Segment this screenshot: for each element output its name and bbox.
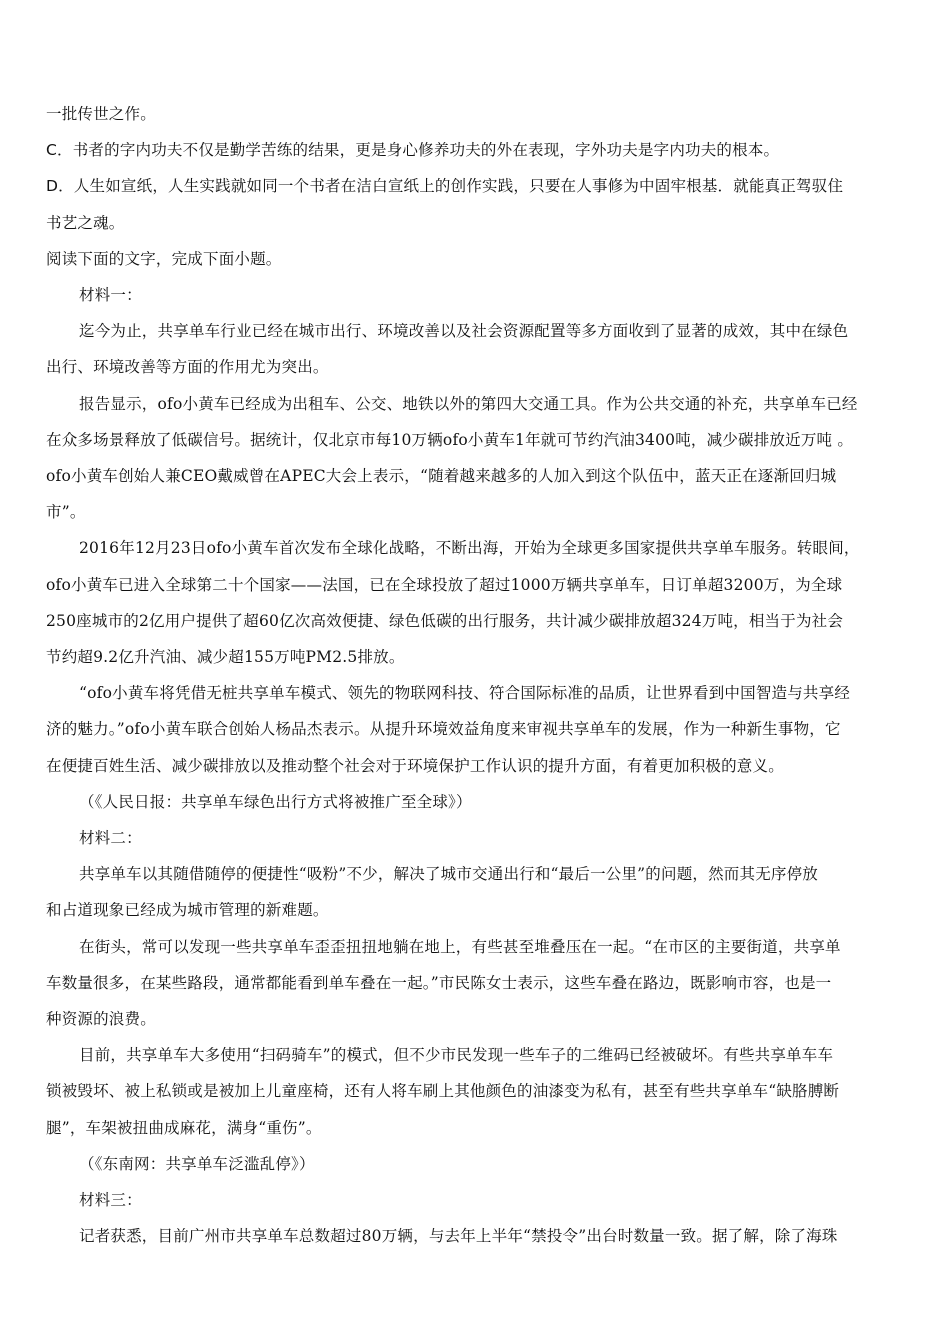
paragraph-line: 2016年12月23日ofo小黄车首次发布全球化战略，不断出海，开始为全球更多国家提供共享单车服务。转眼间，: [79, 539, 860, 558]
material-1-heading: 材料一：: [79, 286, 142, 305]
paragraph-line: 节约超9.2亿升汽油、减少超155万吨PM2.5排放。: [46, 648, 405, 667]
paragraph-line: 目前，共享单车大多使用“扫码骑车”的模式，但不少市民发现一些车子的二维码已经被破坏。有些共享单车车: [79, 1046, 834, 1065]
paragraph-line: 出行、环境改善等方面的作用尤为突出。: [46, 358, 329, 377]
text-line: 一批传世之作。: [46, 105, 156, 123]
material-2-heading: 材料二：: [79, 829, 142, 848]
paragraph-line: 在众多场景释放了低碳信号。据统计，仅北京市每10万辆ofo小黄车1年就可节约汽油3400吨，减少碳排放近万吨 。: [46, 430, 854, 449]
option-d-continued: 书艺之魂。: [46, 213, 125, 232]
paragraph-line: 车数量很多，在某些路段，通常都能看到单车叠在一起。”市民陈女士表示，这些车叠在路边，既影响市容，也是一: [46, 973, 832, 992]
option-c: C．书者的字内功夫不仅是勤学苦练的结果，更是身心修养功夫的外在表现，字外功夫是字内功夫的根本。: [46, 141, 780, 160]
paragraph-line: 锁被毁坏、被上私锁或是被加上儿童座椅，还有人将车刷上其他颜色的油漆变为私有，甚至有些共享单车“缺胳膊断: [46, 1082, 840, 1101]
paragraph-line: “ofo小黄车将凭借无桩共享单车模式、领先的物联网科技、符合国际标准的品质，让世界看到中国智造与共享经: [79, 684, 851, 703]
source-citation: （《东南网：共享单车泛滥乱停》）: [79, 1154, 315, 1173]
option-d: D．人生如宣纸，人生实践就如同一个书者在洁白宣纸上的创作实践，只要在人事修为中固牢根基．就能真正驾驭住: [46, 177, 844, 196]
paragraph-line: 济的魅力。”ofo小黄车联合创始人杨品杰表示。从提升环境效益角度来审视共享单车的发展，作为一种新生事物，它: [46, 720, 841, 739]
source-citation: （《人民日报：共享单车绿色出行方式将被推广至全球》）: [79, 792, 472, 811]
paragraph-line: 共享单车以其随借随停的便捷性“吸粉”不少，解决了城市交通出行和“最后一公里”的问题，然而其无序停放: [79, 865, 818, 884]
paragraph-line: 在便捷百姓生活、减少碳排放以及推动整个社会对于环境保护工作认识的提升方面，有着更加积极的意义。: [46, 756, 784, 775]
reading-instruction: 阅读下面的文字，完成下面小题。: [46, 249, 282, 268]
paragraph-line: ofo小黄车已进入全球第二十个国家——法国，已在全球投放了超过1000万辆共享单车，日订单超3200万，为全球: [46, 575, 843, 594]
paragraph-line: 种资源的浪费。: [46, 1010, 156, 1029]
paragraph-line: 记者获悉，目前广州市共享单车总数超过80万辆，与去年上半年“禁投令”出台时数量一致。据了解，除了海珠: [79, 1227, 838, 1246]
paragraph-line: 在街头，常可以发现一些共享单车歪歪扭扭地躺在地上，有些甚至堆叠压在一起。“在市区的主要街道，共享单: [79, 937, 841, 956]
paragraph-line: 250座城市的2亿用户提供了超60亿次高效便捷、绿色低碳的出行服务，共计减少碳排放超324万吨，相当于为社会: [46, 611, 844, 630]
paragraph-line: 报告显示，ofo小黄车已经成为出租车、公交、地铁以外的第四大交通工具。作为公共交通的补充，共享单车已经: [79, 394, 858, 413]
paragraph-line: 和占道现象已经成为城市管理的新难题。: [46, 901, 329, 920]
paragraph-line: ofo小黄车创始人兼CEO戴威曾在APEC大会上表示，“随着越来越多的人加入到这个队伍中，蓝天正在逐渐回归城: [46, 467, 837, 486]
paragraph-line: 迄今为止，共享单车行业已经在城市出行、环境改善以及社会资源配置等多方面收到了显著的成效，其中在绿色: [79, 322, 849, 341]
material-3-heading: 材料三：: [79, 1191, 142, 1210]
paragraph-line: 市”。: [46, 503, 86, 522]
document-page: [46, 96, 908, 1255]
paragraph-line: 腿”，车架被扭曲成麻花，满身“重伤”。: [46, 1118, 322, 1137]
